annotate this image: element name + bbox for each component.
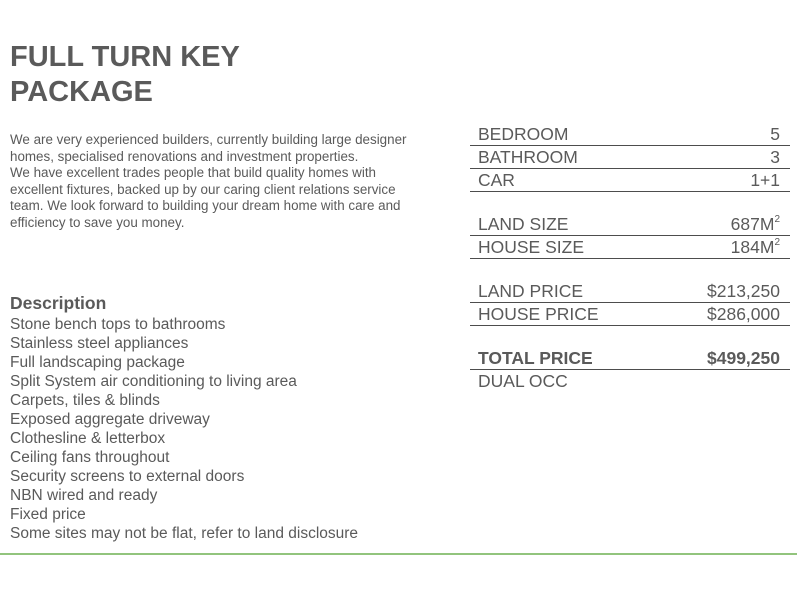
spec-label: LAND PRICE — [478, 281, 584, 301]
spec-value — [731, 213, 780, 235]
spec-label: CAR — [478, 170, 515, 190]
spec-value: 1+1 — [750, 170, 780, 190]
spec-row-bathroom — [470, 146, 790, 169]
list-item: Ceiling fans throughout — [10, 449, 170, 466]
list-item: Full landscaping package — [10, 354, 185, 371]
spec-value: $286,000 — [707, 304, 780, 324]
spec-value: 3 — [770, 147, 780, 167]
intro-paragraph-1: We are very experienced builders, currently building large designer homes, specialised renovations and investment properties. — [10, 132, 407, 164]
spec-row-land-size — [470, 213, 790, 236]
spec-value: $213,250 — [707, 281, 780, 301]
list-item: Stainless steel appliances — [10, 335, 189, 352]
list-item: Some sites may not be flat, refer to land disclosure — [10, 525, 359, 542]
spec-label: LAND SIZE — [478, 214, 569, 234]
list-item: Exposed aggregate driveway — [10, 411, 210, 428]
intro-text — [10, 132, 410, 232]
spec-label: DUAL OCC — [478, 371, 568, 391]
footer-divider — [0, 553, 797, 555]
spec-row-dual-occ — [470, 370, 790, 392]
spec-row-bedroom — [470, 123, 790, 146]
title-line-1: FULL TURN KEY — [10, 41, 240, 73]
spec-row-car — [470, 169, 790, 192]
list-item: NBN wired and ready — [10, 487, 158, 504]
spec-row-total-price — [470, 347, 790, 370]
description-heading: Description — [10, 293, 107, 313]
list-item: Security screens to external doors — [10, 468, 245, 485]
spec-value — [731, 236, 780, 258]
intro-paragraph-2: We have excellent trades people that build quality homes with excellent fixtures, backed up by our caring client relations service team. We look forward to building your dream home with care and efficiency to save you money. — [10, 165, 401, 230]
spec-label: HOUSE SIZE — [478, 237, 584, 257]
list-item: Carpets, tiles & blinds — [10, 392, 160, 409]
spec-row-house-size — [470, 236, 790, 259]
spec-value: 5 — [770, 124, 780, 144]
spec-row-house-price — [470, 303, 790, 326]
feature-list — [10, 315, 358, 543]
list-item: Fixed price — [10, 506, 86, 523]
spec-row-land-price — [470, 280, 790, 303]
spec-label: HOUSE PRICE — [478, 304, 599, 324]
page-title — [10, 40, 450, 110]
list-item: Stone bench tops to bathrooms — [10, 316, 226, 333]
title-line-2: PACKAGE — [10, 76, 153, 108]
spec-table — [470, 123, 790, 392]
spec-value-number: 184M — [730, 237, 775, 257]
spec-value: $499,250 — [707, 348, 780, 368]
spec-value-number: 687M — [730, 214, 775, 234]
spec-label: TOTAL PRICE — [478, 348, 593, 368]
unit-superscript: 2 — [774, 237, 780, 248]
spec-label: BATHROOM — [478, 147, 578, 167]
unit-superscript: 2 — [774, 214, 780, 225]
list-item: Split System air conditioning to living area — [10, 373, 297, 390]
spec-label: BEDROOM — [478, 124, 569, 144]
list-item: Clothesline & letterbox — [10, 430, 166, 447]
